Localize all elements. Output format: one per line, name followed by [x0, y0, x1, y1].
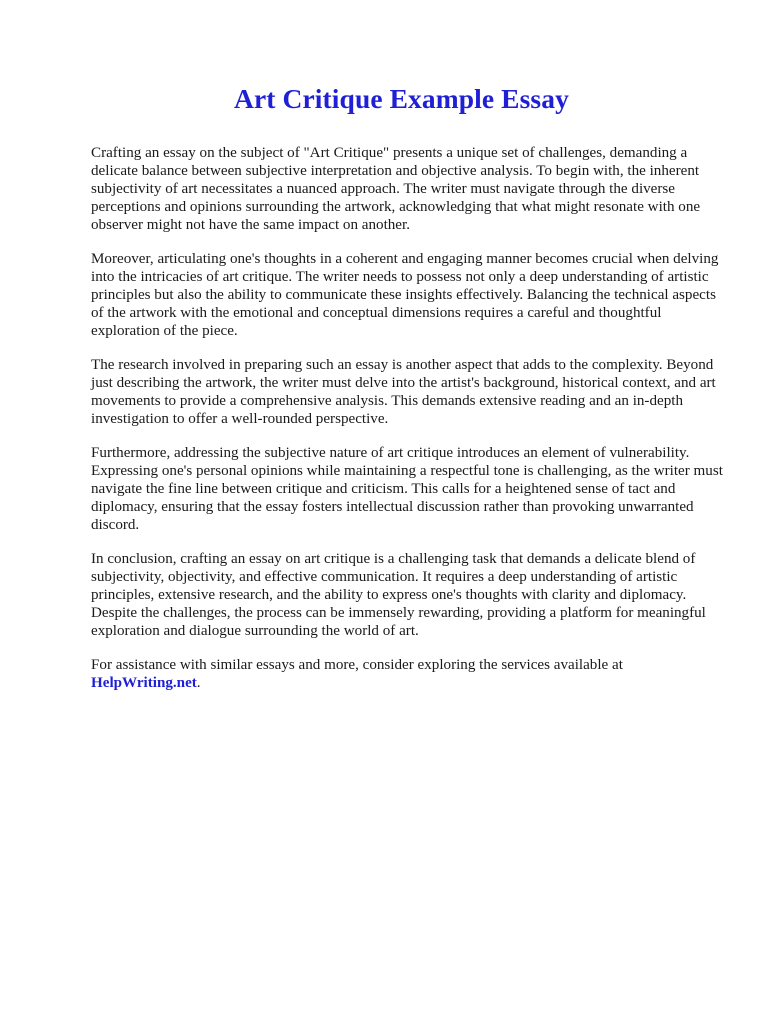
closing-suffix: . — [196, 675, 201, 691]
closing-paragraph — [91, 656, 726, 692]
helpwriting-link[interactable]: HelpWriting.net — [91, 675, 197, 691]
essay-paragraph-3: The research involved in preparing such an essay is another aspect that adds to the complexity. Beyond just describing the artwork, the writer must delve into the artist's background, historical context, and art movements to provide a comprehensive analysis. This demands extensive reading and an in-depth investigation to offer a well-rounded perspective. — [91, 357, 716, 427]
essay-paragraph-2: Moreover, articulating one's thoughts in a coherent and engaging manner becomes crucial when delving into the intricacies of art critique. The writer needs to possess not only a deep understanding of artistic principles but also the ability to communicate these insights effectively. Balancing the technical aspects of the artwork with the emotional and conceptual dimensions requires a careful and thoughtful exploration of the piece. — [91, 251, 719, 339]
essay-paragraph-4: Furthermore, addressing the subjective nature of art critique introduces an element of vulnerability. Expressing one's personal opinions while maintaining a respectful tone is challenging, as the writer must navigate the fine line between critique and criticism. This calls for a heightened sense of tact and diplomacy, ensuring that the essay fosters intellectual discussion rather than provoking unwarranted discord. — [91, 445, 723, 533]
document-page — [91, 80, 726, 692]
closing-text: For assistance with similar essays and more, consider exploring the services available at — [91, 657, 623, 673]
essay-paragraph-1: Crafting an essay on the subject of "Art Critique" presents a unique set of challenges, demanding a delicate balance between subjective interpretation and objective analysis. To begin with, the inherent subjectivity of art necessitates a nuanced approach. The writer must navigate through the diverse perceptions and opinions surrounding the artwork, acknowledging that what might resonate with one observer might not have the same impact on another. — [91, 145, 701, 233]
essay-paragraph-5: In conclusion, crafting an essay on art critique is a challenging task that demands a delicate blend of subjectivity, objectivity, and effective communication. It requires a deep understanding of artistic principles, extensive research, and the ability to express one's thoughts with clarity and diplomacy. Despite the challenges, the process can be immensely rewarding, providing a platform for meaningful exploration and dialogue surrounding the world of art. — [91, 551, 706, 639]
document-title: Art Critique Example Essay — [234, 83, 569, 114]
